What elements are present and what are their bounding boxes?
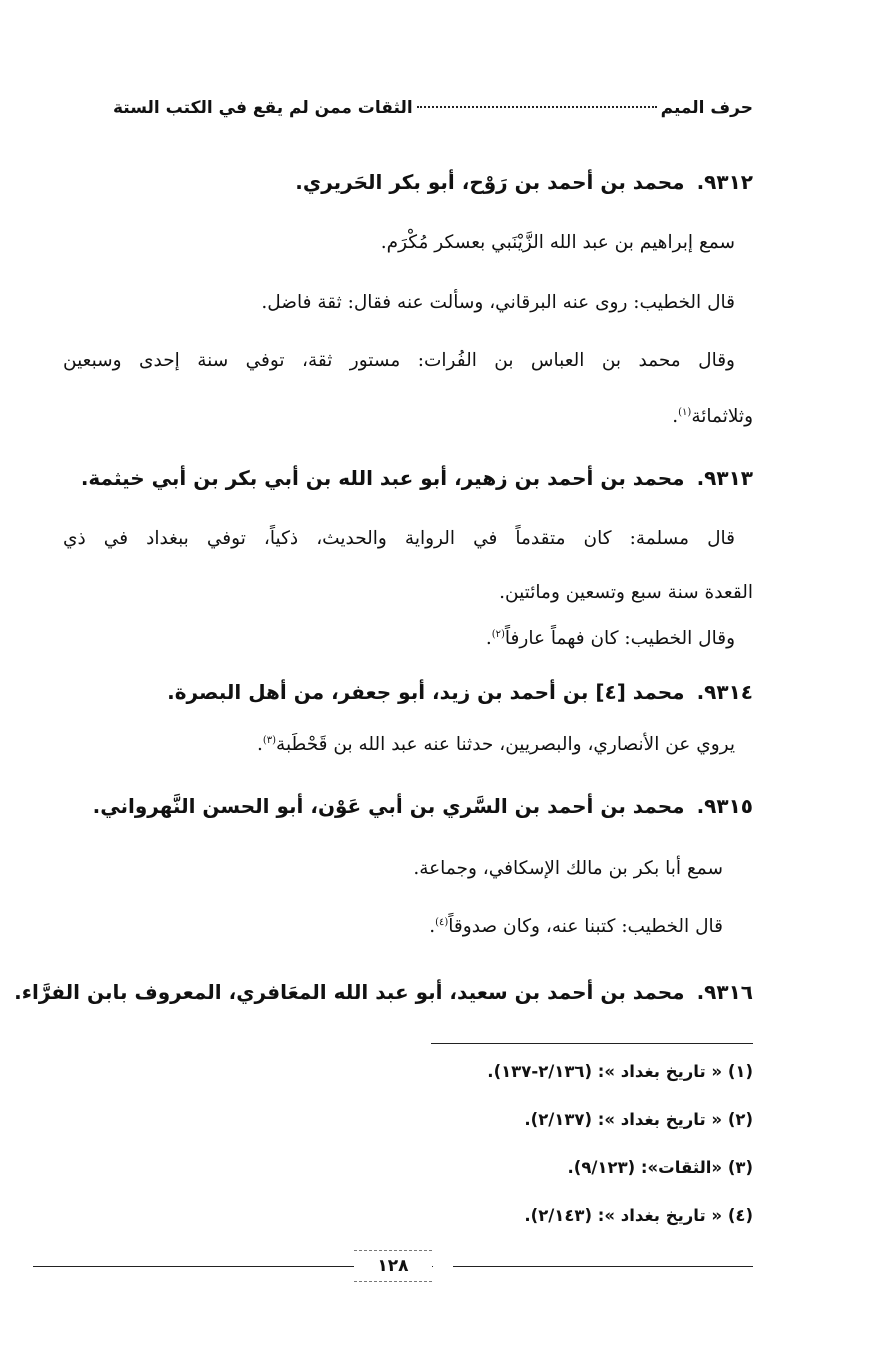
footnote-mark: (١): [678, 406, 692, 418]
period: .: [672, 406, 679, 427]
running-head-dots: [417, 106, 657, 108]
entry-text: وثلاثمائة: [691, 406, 753, 427]
entry-heading: [81, 466, 753, 490]
entry-heading: [14, 980, 753, 1004]
running-head: [113, 98, 753, 118]
footnote-mark: (٢): [491, 628, 505, 640]
entry-text-line: [429, 916, 723, 937]
entry-title: محمد بن أحمد بن رَوْح، أبو بكر الحَريري.: [295, 170, 685, 194]
footnote: (١) « تاريخ بغداد »: (٢/١٣٦-١٣٧).: [487, 1062, 753, 1081]
entry-number: ٩٣١٦.: [696, 980, 753, 1004]
entry-text-line: وقال محمد بن العباس بن الفُرات: مستور ثقة، توفي سنة إحدى وسبعين: [63, 350, 735, 371]
entry-text-line: [672, 406, 753, 427]
running-head-book-title: الثقات ممن لم يقع في الكتب الستة: [113, 98, 413, 118]
entry-number: ٩٣١٥.: [696, 794, 753, 818]
page-number: ١٢٨: [354, 1250, 432, 1282]
footnote: (٢) « تاريخ بغداد »: (٢/١٣٧).: [524, 1110, 753, 1129]
footnote: (٤) « تاريخ بغداد »: (٢/١٤٣).: [524, 1206, 753, 1225]
footnote-separator: [431, 1043, 753, 1044]
entry-title: محمد بن أحمد بن سعيد، أبو عبد الله المعَافري، المعروف بابن الفرَّاء.: [14, 980, 685, 1004]
page-number-rule-right: [453, 1266, 753, 1267]
period: .: [485, 628, 492, 649]
entry-number: ٩٣١٢.: [696, 170, 753, 194]
entry-text: يروي عن الأنصاري، والبصريين، حدثنا عنه عبد الله بن قَحْطَبة: [276, 734, 735, 755]
period: .: [429, 916, 436, 937]
entry-text-line: سمع أبا بكر بن مالك الإسكافي، وجماعة.: [413, 858, 723, 879]
entry-text: وقال الخطيب: كان فهماً عارفاً: [504, 628, 735, 649]
entry-text-line: قال مسلمة: كان متقدماً في الرواية والحديث، ذكياً، توفي ببغداد في ذي: [63, 528, 735, 549]
entry-heading: [93, 794, 753, 818]
entry-title: محمد بن أحمد بن السَّري بن أبي عَوْن، أبو الحسن النَّهرواني.: [92, 794, 685, 818]
entry-text-line: القعدة سنة سبع وتسعين ومائتين.: [499, 582, 753, 603]
entry-text: قال الخطيب: كتبنا عنه، وكان صدوقاً: [448, 916, 723, 937]
footnote-mark: (٤): [435, 916, 449, 928]
entry-text-line: قال الخطيب: روى عنه البرقاني، وسألت عنه فقال: ثقة فاضل.: [261, 292, 735, 313]
entry-heading: [167, 680, 753, 704]
entry-text-line: [257, 734, 735, 755]
footnote: (٣) «الثقات»: (٩/١٢٣).: [567, 1158, 753, 1177]
entry-title: محمد بن أحمد بن زهير، أبو عبد الله بن أبي بكر بن أبي خيثمة.: [80, 466, 685, 490]
entry-heading: [295, 170, 753, 194]
entry-text-line: سمع إبراهيم بن عبد الله الزَّيْنَبي بعسكر مُكْرَم.: [380, 232, 735, 253]
entry-text-line: [486, 628, 735, 649]
entry-title: محمد [٤] بن أحمد بن زيد، أبو جعفر، من أهل البصرة.: [167, 680, 685, 704]
footnote-mark: (٣): [262, 734, 277, 746]
entry-number: ٩٣١٣.: [696, 466, 753, 490]
period: .: [256, 734, 263, 755]
entry-number: ٩٣١٤.: [696, 680, 753, 704]
running-head-chapter: حرف الميم: [660, 98, 753, 118]
